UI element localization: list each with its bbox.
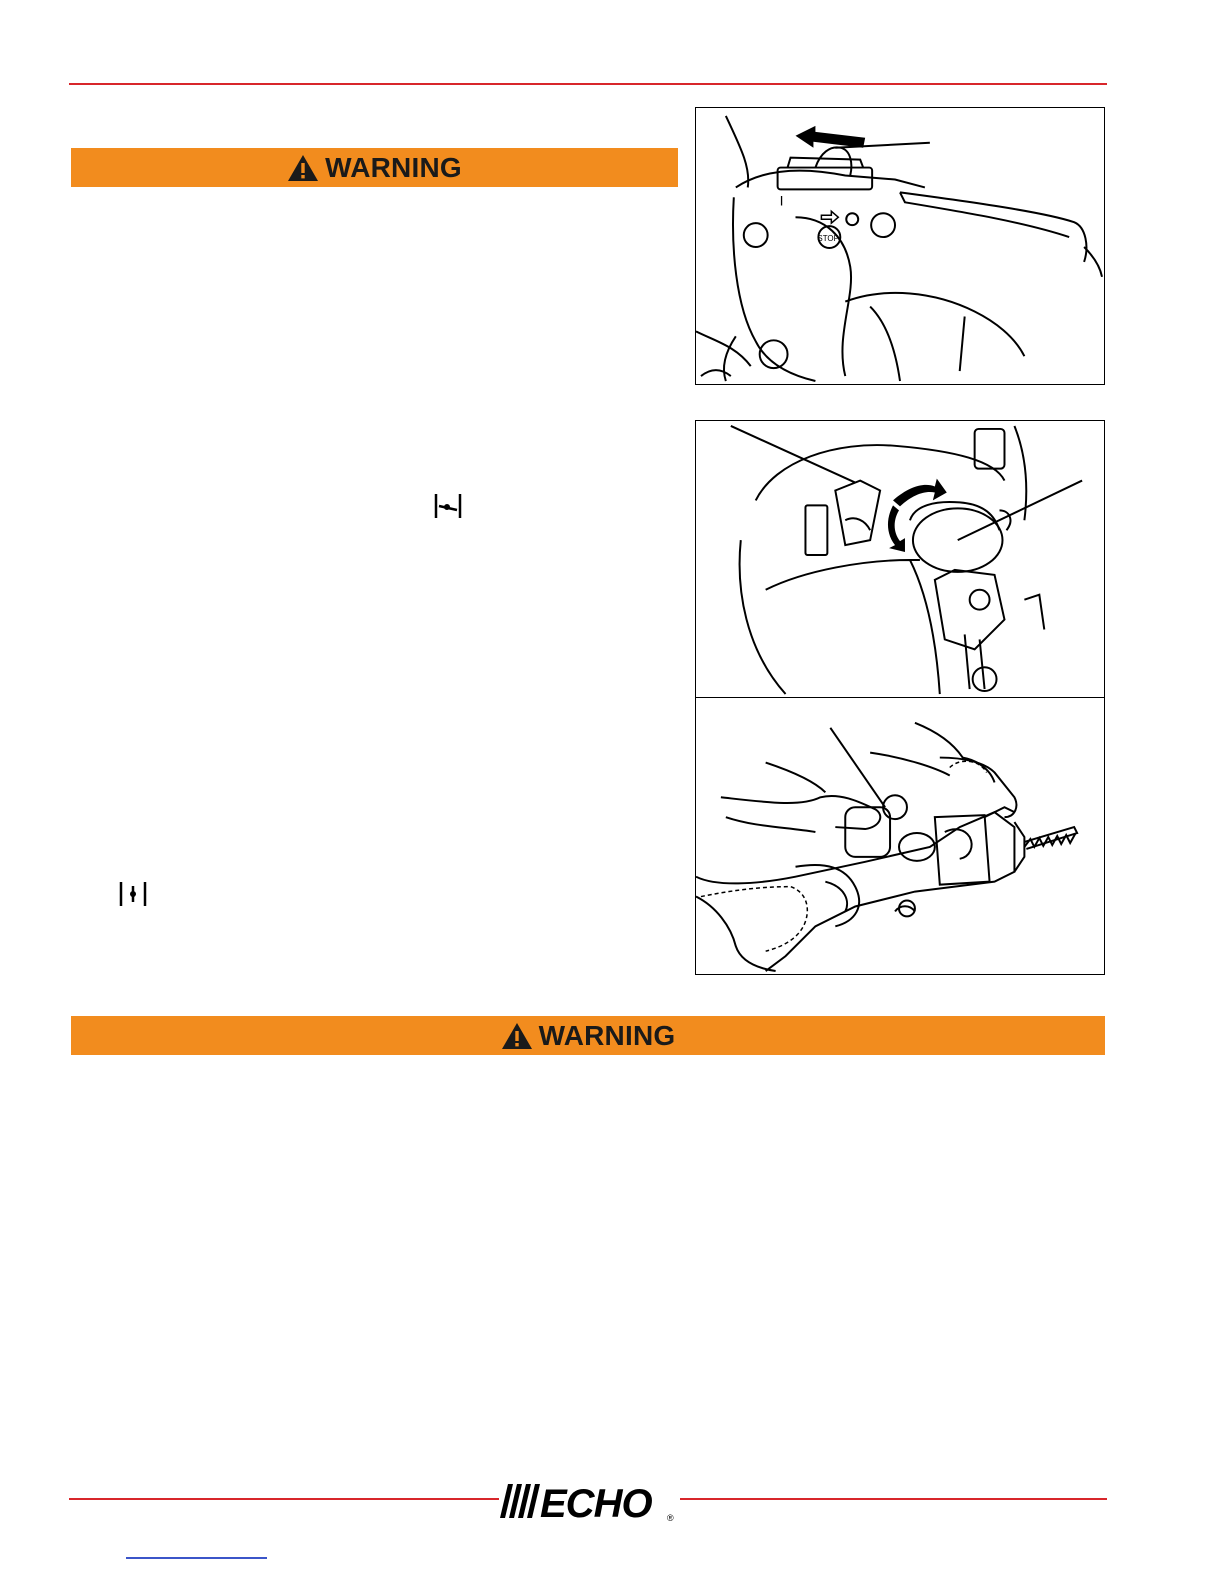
figure-primer-press bbox=[695, 697, 1105, 975]
header-rule bbox=[69, 83, 1107, 85]
footer-rule-right bbox=[680, 1498, 1107, 1500]
warning-label-top: WARNING bbox=[325, 151, 462, 183]
warning-label-bottom: WARNING bbox=[538, 1019, 676, 1051]
warning-banner-top bbox=[71, 148, 678, 187]
echo-logo-text: ECHO bbox=[540, 1482, 652, 1522]
warning-triangle-icon bbox=[501, 1022, 533, 1050]
figure-stop-switch bbox=[695, 107, 1105, 385]
figure-choke-lever bbox=[695, 420, 1105, 698]
footer-rule-left bbox=[69, 1498, 499, 1500]
warning-banner-bottom bbox=[71, 1016, 1105, 1055]
figure1-mark-i: I bbox=[779, 192, 784, 209]
echo-logo-registered: ® bbox=[667, 1513, 674, 1522]
choke-open-icon bbox=[118, 880, 148, 908]
warning-triangle-icon bbox=[287, 154, 319, 182]
choke-closed-icon bbox=[433, 492, 463, 520]
echo-logo bbox=[500, 1482, 680, 1522]
footer-link-underline[interactable] bbox=[126, 1557, 267, 1559]
figure1-stop-label: STOP bbox=[817, 234, 839, 244]
